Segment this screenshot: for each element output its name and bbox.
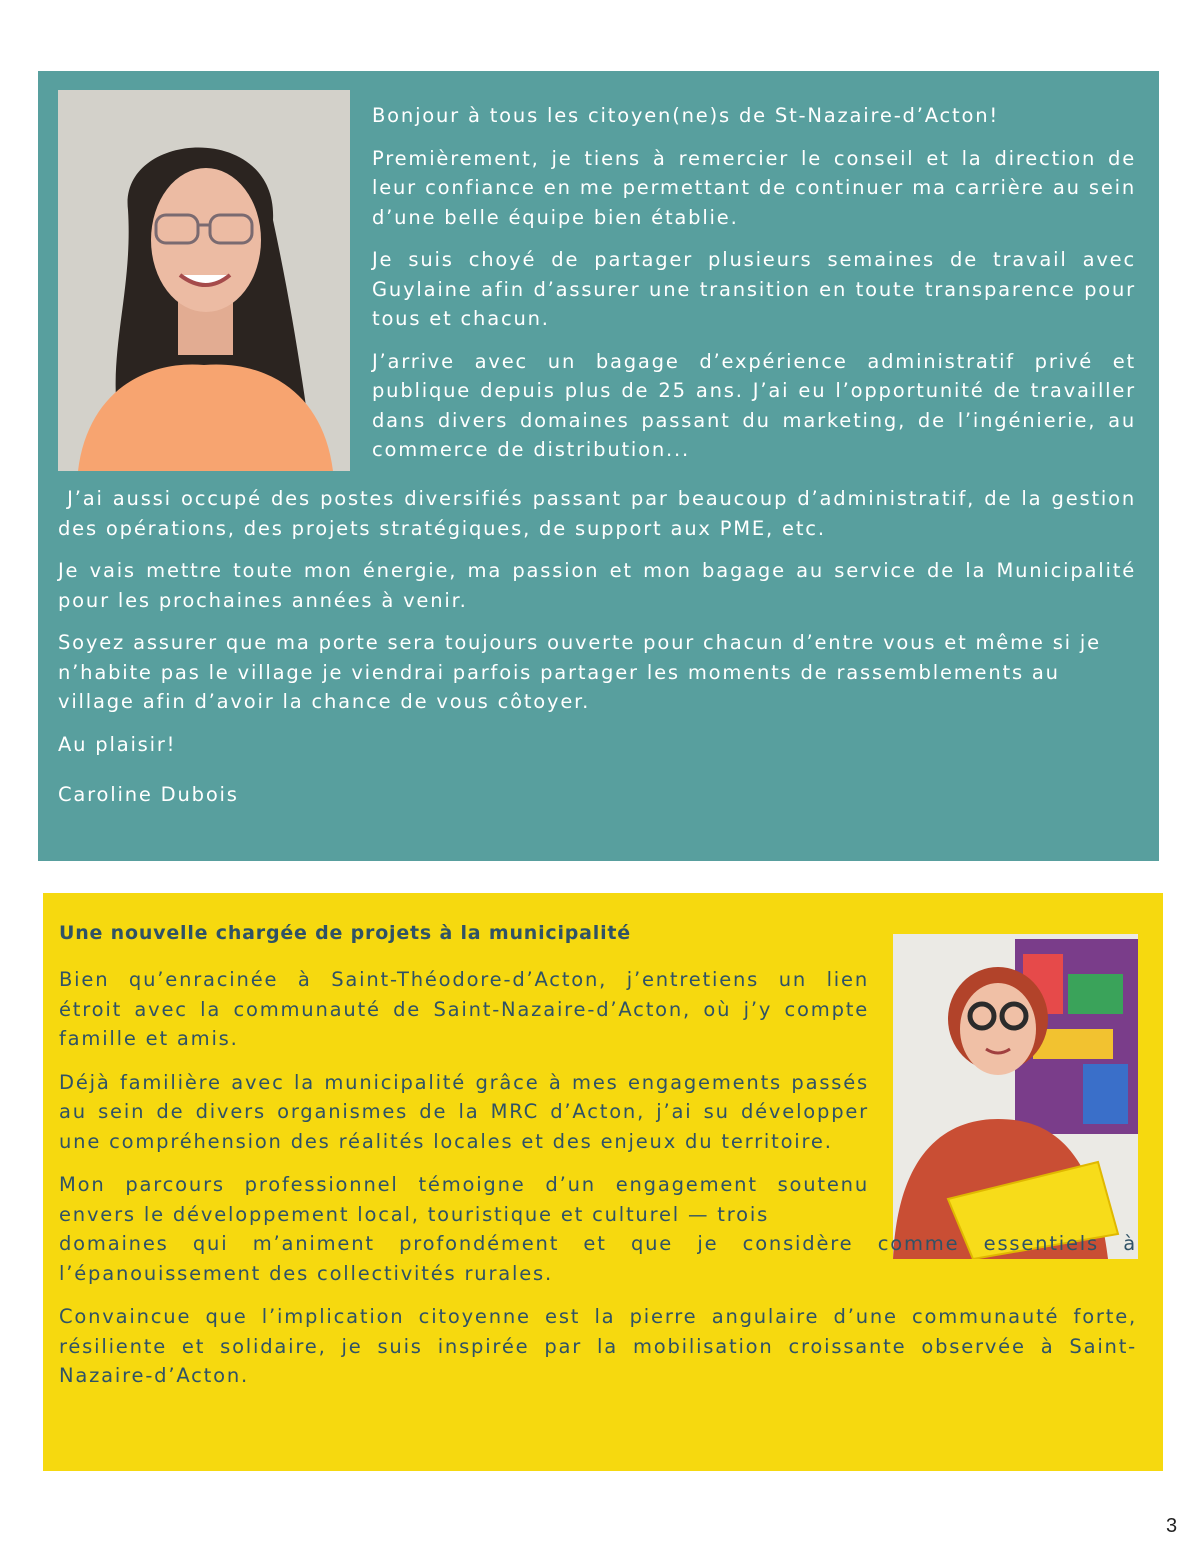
signature: Caroline Dubois <box>58 783 239 806</box>
paragraph: J’ai aussi occupé des postes diversifiés passant par beaucoup d’administratif, de la gestion des opérations, des projets stratégiques, de support aux PME, etc. <box>58 487 1144 540</box>
portrait-photo-caroline <box>58 90 350 471</box>
paragraph: Convaincue que l’implication citoyenne est la pierre angulaire d’une communauté forte, résiliente et solidaire, je suis inspirée par la mobilisation croissante observée à Saint-Nazaire-d’Acton. <box>59 1305 1137 1387</box>
paragraph: Mon parcours professionnel témoigne d’un engagement soutenu envers le développement local, touristique et culturel — trois <box>59 1173 869 1226</box>
paragraph: Je suis choyé de partager plusieurs semaines de travail avec Guylaine afin d’assurer une transition en toute transparence pour tous et chacun. <box>372 248 1136 330</box>
paragraph: Soyez assurer que ma porte sera toujours ouverte pour chacun d’entre vous et même si je n’habite pas le village je viendrai parfois partager les moments de rassemblements au village afin d’avoir la chance de vous côtoyer. <box>58 631 1101 713</box>
paragraph: Bonjour à tous les citoyen(ne)s de St-Nazaire-d’Acton! <box>372 104 999 127</box>
welcome-text-top <box>372 101 1136 478</box>
welcome-section <box>38 71 1159 861</box>
person-image-icon <box>58 90 350 471</box>
paragraph: J’arrive avec un bagage d’expérience administratif privé et publique depuis plus de 25 ans. J’ai eu l’opportunité de travailler dans divers domaines passant du marketing, de l’ingénierie, au commerce de distribution... <box>372 349 1136 461</box>
welcome-text-bottom <box>58 484 1144 823</box>
paragraph: domaines qui m’animent profondément et que je considère comme essentiels à l’épanouissement des collectivités rurales. <box>59 1232 1137 1285</box>
section-title: Une nouvelle chargée de projets à la municipalité <box>59 922 631 944</box>
paragraph: Déjà familière avec la municipalité grâce à mes engagements passés au sein de divers organismes de la MRC d’Acton, j’ai su développer une compréhension des réalités locales et des enjeux du territoire. <box>59 1070 869 1153</box>
page-number: 3 <box>1166 1515 1178 1537</box>
paragraph: Bien qu’enracinée à Saint-Théodore-d’Acton, j’entretiens un lien étroit avec la communauté de Saint-Nazaire-d’Acton, où j’y compte famille et amis. <box>59 968 869 1050</box>
paragraph: Premièrement, je tiens à remercier le conseil et la direction de leur confiance en me permettant de continuer ma carrière au sein d’une belle équipe bien établie. <box>372 146 1136 229</box>
greeting: Au plaisir! <box>58 732 177 756</box>
project-manager-text <box>59 965 1137 1405</box>
project-manager-section <box>43 893 1163 1471</box>
paragraph: Je vais mettre toute mon énergie, ma passion et mon bagage au service de la Municipalité pour les prochaines années à venir. <box>58 559 1136 612</box>
